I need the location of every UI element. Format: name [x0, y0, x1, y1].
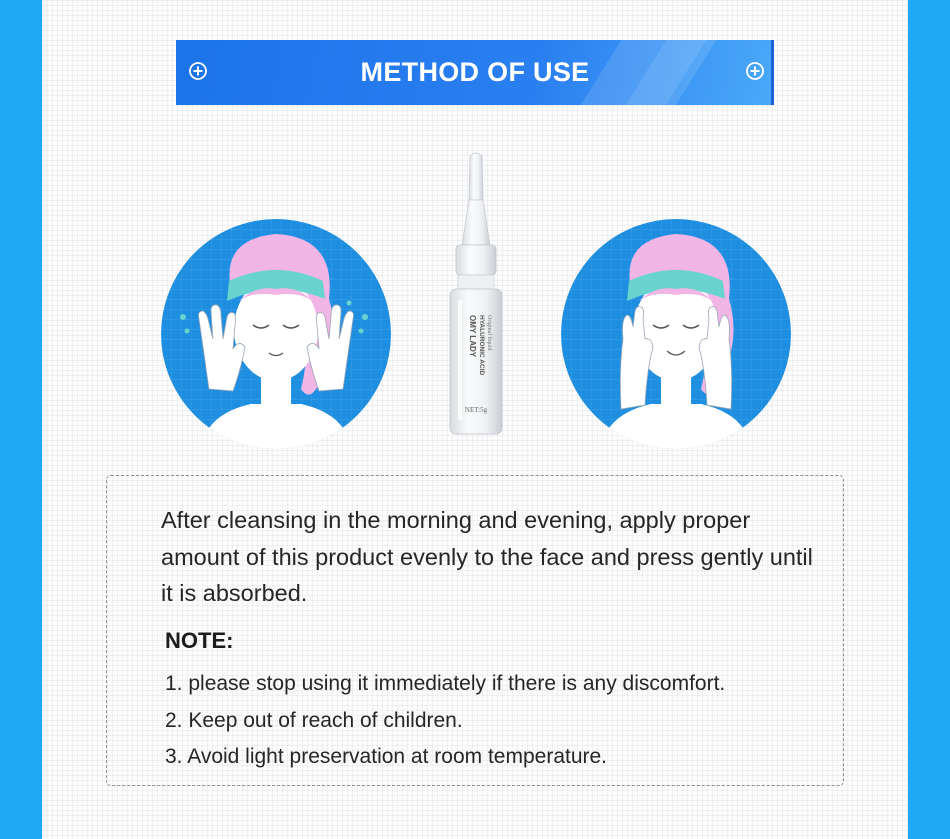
bottle-brand-text: OMY LADY: [468, 315, 477, 358]
note-item: 2. Keep out of reach of children.: [165, 708, 463, 732]
plus-circle-icon: [189, 62, 207, 80]
face-press-illustration: [561, 219, 791, 449]
note-item: 3. Avoid light preservation at room temperature.: [165, 745, 608, 768]
bottle-net-text: NET:5g: [464, 406, 488, 414]
banner-title: METHOD OF USE: [360, 57, 590, 87]
method-of-use-banner: [176, 40, 774, 105]
usage-instructions: After cleansing in the morning and evening, apply proper amount of this product evenly to the face and press gently until it is absorbed.: [161, 507, 813, 606]
note-title: NOTE:: [165, 628, 234, 653]
serum-bottle-image: [436, 150, 516, 442]
face-splash-illustration: [161, 219, 391, 449]
bottle-subtitle-text: Original liquid: [486, 315, 492, 351]
instructions-box: [106, 475, 844, 786]
bottle-name-text: HYALURONIC ACID: [478, 315, 485, 376]
plus-circle-icon: [746, 62, 764, 80]
note-item: 1. please stop using it immediately if there is any discomfort.: [165, 672, 726, 695]
note-list: [165, 666, 725, 776]
